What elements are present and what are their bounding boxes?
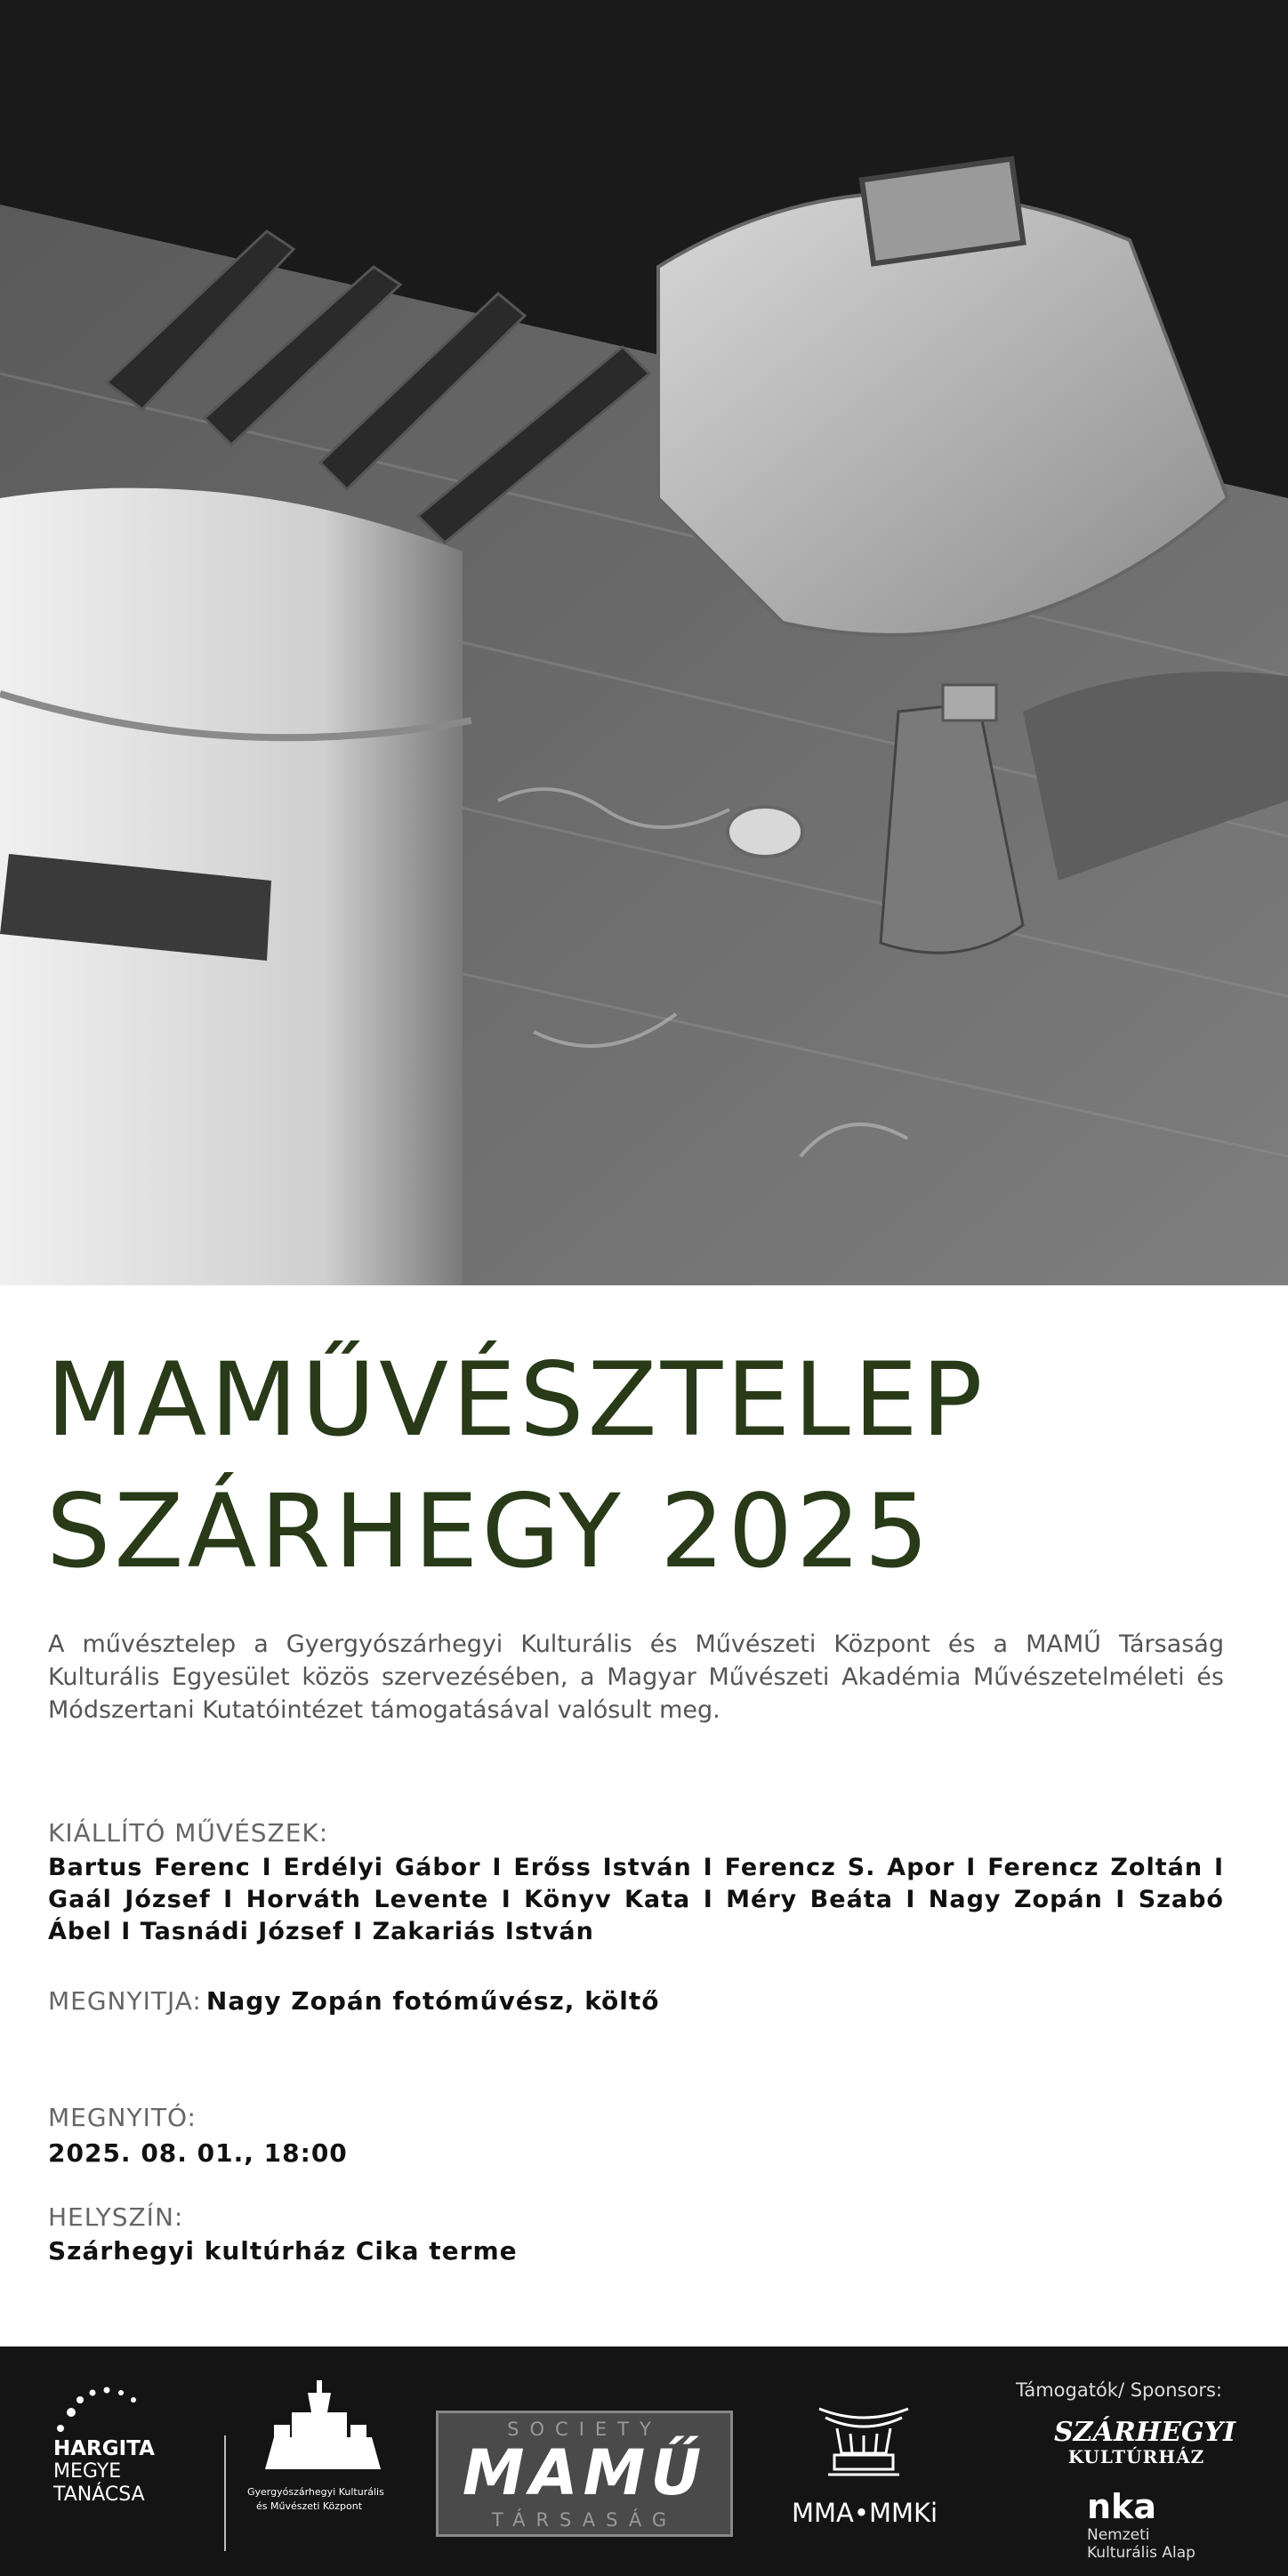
hargita-line-2: MEGYE bbox=[53, 2460, 122, 2483]
opener-label: MEGNYITJA: bbox=[48, 1986, 202, 2016]
mamu-society-logo bbox=[436, 2411, 733, 2537]
workshop-photo-illustration bbox=[0, 0, 1288, 1285]
gyergyo-line-1: Gyergyószárhegyi Kulturális bbox=[247, 2486, 384, 2498]
mma-text: MMA•MMKi bbox=[792, 2498, 938, 2528]
gyergyo-line-2: és Művészeti Központ bbox=[256, 2500, 363, 2512]
capital-column-icon bbox=[815, 2400, 913, 2489]
hargita-line-3: TANÁCSA bbox=[53, 2483, 145, 2506]
opener-value: Nagy Zopán fotóművész, költő bbox=[205, 1986, 660, 2016]
venue-label: HELYSZÍN: bbox=[48, 2202, 184, 2232]
hargita-line-1: HARGITA bbox=[53, 2437, 155, 2460]
nka-line-1: Nemzeti bbox=[1087, 2526, 1150, 2544]
footer-divider bbox=[224, 2435, 226, 2551]
mamu-top-text: SOCIETY bbox=[507, 2419, 662, 2440]
nka-logo bbox=[1087, 2489, 1229, 2569]
szarhegyi-kulturhaz-logo bbox=[1054, 2417, 1236, 2480]
title-line-1: MAMŰVÉSZTELEP bbox=[46, 1340, 986, 1459]
opener-row bbox=[48, 1986, 660, 2016]
hero-photo bbox=[0, 0, 1288, 1285]
hargita-dots-icon bbox=[53, 2382, 160, 2435]
exhibition-title bbox=[46, 1334, 1256, 1598]
nka-mark: nka bbox=[1087, 2487, 1156, 2526]
mamu-bottom-text: TÁRSASÁG bbox=[491, 2509, 678, 2531]
szarhegyi-line-2: KULTÚRHÁZ bbox=[1067, 2446, 1205, 2467]
artists-list: Bartus Ferenc I Erdélyi Gábor I Erőss István I Ferencz S. Apor I Ferencz Zoltán I Gaál József I Horváth Levente I Könyv Kata I Méry Beáta I Nagy Zopán I Szabó Ábel I Tasnádi József I Zakariás István bbox=[48, 1854, 1224, 1945]
venue-value: Szárhegyi kultúrház Cika terme bbox=[48, 2236, 518, 2266]
artists-label: KIÁLLÍTÓ MŰVÉSZEK: bbox=[48, 1818, 329, 1847]
szarhegyi-line-1: SZÁRHEGYI bbox=[1054, 2417, 1236, 2448]
opening-label: MEGNYITÓ: bbox=[48, 2103, 197, 2132]
opening-value: 2025. 08. 01., 18:00 bbox=[48, 2138, 348, 2168]
sponsor-footer bbox=[0, 2347, 1288, 2576]
mamu-main-text: MAMŰ bbox=[462, 2436, 707, 2509]
church-icon bbox=[265, 2380, 381, 2469]
nka-line-2: Kulturális Alap bbox=[1087, 2544, 1195, 2562]
title-line-2: SZÁRHEGY 2025 bbox=[46, 1472, 933, 1590]
mma-mmki-logo bbox=[788, 2400, 939, 2542]
gyergyo-center-logo bbox=[247, 2380, 398, 2549]
intro-paragraph: A művésztelep a Gyergyószárhegyi Kulturális és Művészeti Központ és a MAMŰ Társaság Kulturális Egyesület közös szervezésében, a Magyar Művészeti Akadémia Művészetelméleti és Módszertani Kutatóintézet támogatásával valósult meg. bbox=[48, 1630, 1224, 1724]
sponsors-label: Támogatók/ Sponsors: bbox=[1016, 2379, 1222, 2401]
hargita-logo bbox=[53, 2382, 196, 2542]
